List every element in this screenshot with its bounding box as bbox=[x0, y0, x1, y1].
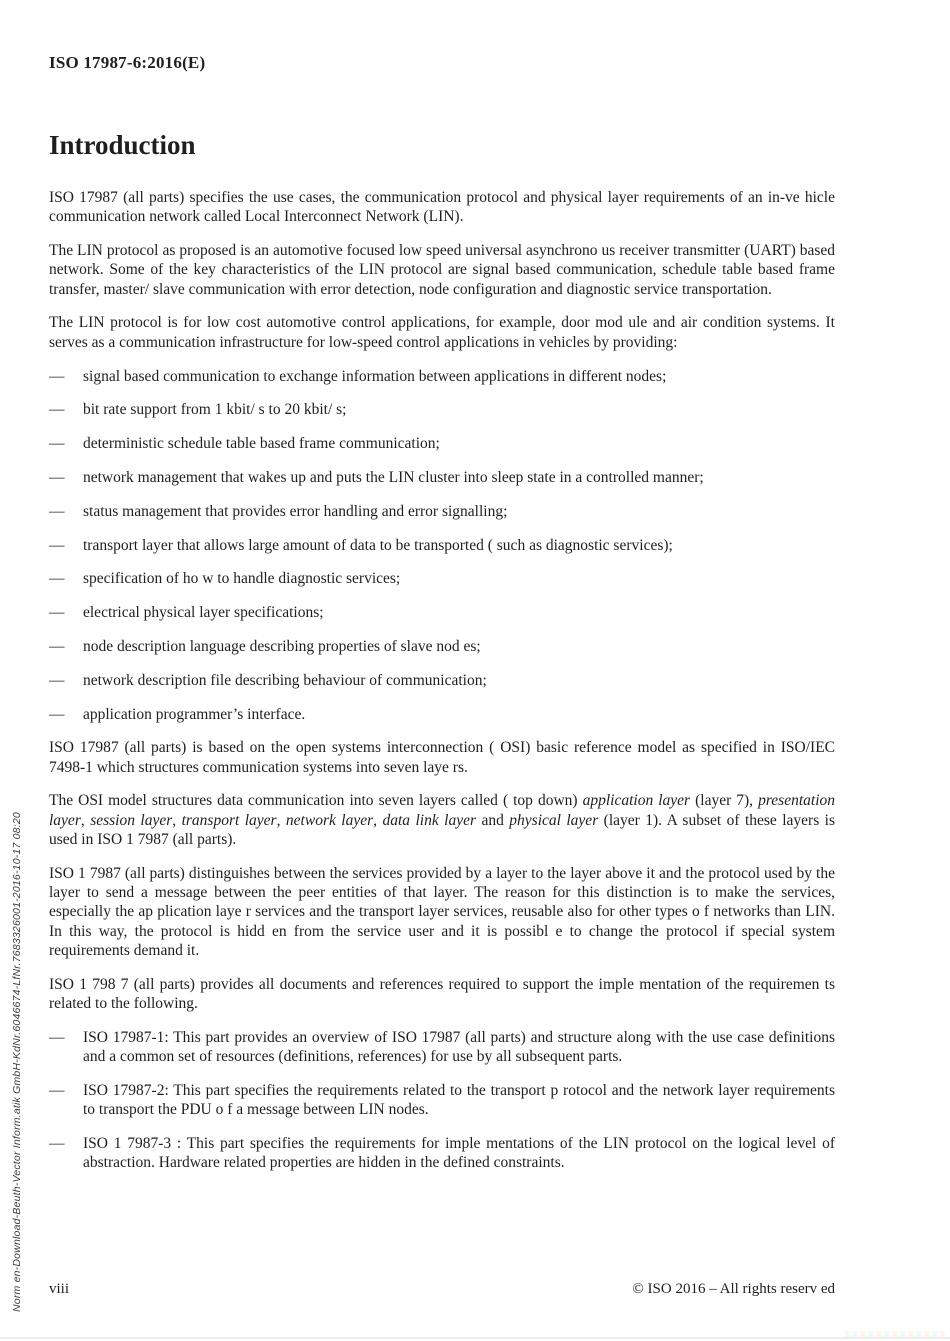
italic-text-run: application layer bbox=[582, 792, 691, 810]
text-run: (layer 7), bbox=[690, 792, 759, 810]
dash-bullet: — bbox=[49, 637, 65, 655]
dash-item-text: transport layer that allows large amount of data to be transported ( such as diagnostic services); bbox=[83, 536, 673, 554]
dash-item-text: network description file describing behaviour of communication; bbox=[83, 671, 487, 689]
dash-list-item bbox=[49, 502, 835, 521]
page-number: viii bbox=[49, 1281, 70, 1297]
dash-item-text: bit rate support from 1 kbit/ s to 20 kbit/ s; bbox=[83, 401, 347, 419]
dash-item-text: ISO 17987-1: This part provides an overview of ISO 17987 (all parts) and structure along with the use case definitions and a common set of resources (definitions, references) for use by all subsequent parts. bbox=[83, 1028, 835, 1066]
copyright-notice: © ISO 2016 – All rights reserv ed bbox=[632, 1281, 835, 1297]
text-run: , bbox=[172, 811, 182, 829]
dash-bullet: — bbox=[49, 705, 65, 723]
text-run: ISO 1 7987 (all parts) distinguishes between the services provided by a layer to the layer above it and the protocol used by the layer to send a message between the peer entities of that layer. The reason for this distinction is to make the services, especially the ap plication laye r services and the transport layer services, reusable also for other types o f networks than LIN. In this way, the protocol is hidd en from the service user and it is possibl e to change the protocol if special system requirements demand it. bbox=[49, 864, 835, 960]
dash-bullet: — bbox=[49, 1082, 65, 1099]
dash-list-item bbox=[49, 569, 835, 588]
text-run: ISO 17987 (all parts) is based on the open systems interconnection ( OSI) basic reference model as specified in ISO/IEC 7498-1 which structures communication systems into seven laye rs. bbox=[49, 739, 835, 776]
dash-bullet: — bbox=[49, 1135, 65, 1153]
dash-bullet: — bbox=[49, 671, 65, 689]
dash-list-item bbox=[49, 468, 835, 487]
dash-item-text: status management that provides error handling and error signalling; bbox=[83, 502, 508, 520]
dash-bullet: — bbox=[49, 502, 65, 520]
dash-bullet: — bbox=[49, 367, 65, 385]
paragraph bbox=[49, 188, 835, 227]
paragraph bbox=[49, 791, 835, 849]
text-run: The LIN protocol is for low cost automotive control applications, for example, door mod ule and air condition systems. It serves as a communication infrastructure for low-speed control applications in vehicles by providing: bbox=[49, 314, 835, 351]
paragraph bbox=[49, 864, 835, 960]
dash-bullet: — bbox=[49, 401, 65, 419]
paragraph bbox=[49, 313, 835, 352]
text-run: and bbox=[476, 811, 510, 829]
text-run: , bbox=[373, 811, 383, 829]
dash-bullet: — bbox=[49, 570, 65, 588]
dash-item-text: application programmer’s interface. bbox=[83, 705, 306, 723]
dash-list-item bbox=[49, 1028, 835, 1067]
text-run: , bbox=[80, 811, 91, 829]
paragraph bbox=[49, 738, 835, 777]
italic-text-run: transport layer bbox=[181, 811, 277, 829]
dash-list-item bbox=[49, 637, 835, 656]
page-title: Introduction bbox=[49, 130, 196, 160]
dash-list-item bbox=[49, 603, 835, 622]
dash-list-item bbox=[49, 705, 835, 724]
dash-list-item bbox=[49, 1134, 835, 1173]
dash-item-text: specification of ho w to handle diagnostic services; bbox=[83, 570, 401, 588]
dash-item-text: signal based communication to exchange information between applications in different nodes; bbox=[83, 367, 667, 385]
dash-list-item bbox=[49, 1081, 835, 1120]
dash-bullet: — bbox=[49, 435, 65, 453]
dash-item-text: ISO 17987-2: This part specifies the requirements related to the transport p rotocol and the network layer requirements to transport the PDU o f a message between LIN nodes. bbox=[83, 1082, 835, 1119]
text-run: The LIN protocol as proposed is an automotive focused low speed universal asynchrono us receiver transmitter (UART) based network. Some of the key characteristics of the LIN protocol are signal based communication, schedule table based frame transfer, master/ slave communication with error detection, node configuration and diagnostic service transportation. bbox=[49, 242, 835, 298]
dash-list-item bbox=[49, 367, 835, 386]
dash-item-text: node description language describing properties of slave nod es; bbox=[83, 637, 481, 655]
text-run: ISO 1 798 7 (all parts) provides all documents and references required to support the imple mentation of the requiremen ts related to the following. bbox=[49, 975, 835, 1013]
dash-list-item bbox=[49, 434, 835, 453]
dash-item-text: network management that wakes up and puts the LIN cluster into sleep state in a controlled manner; bbox=[83, 468, 704, 486]
text-run: The OSI model structures data communication into seven layers called ( top down) bbox=[49, 792, 583, 810]
italic-text-run: network layer bbox=[285, 811, 374, 829]
dash-item-text: electrical physical layer specifications; bbox=[83, 604, 324, 622]
dash-bullet: — bbox=[49, 468, 65, 486]
italic-text-run: data link layer bbox=[382, 811, 477, 829]
italic-text-run: physical layer bbox=[509, 811, 599, 829]
license-watermark-vertical-text: Norm en-Download-Beuth-Vector Inform.atik GmbH-KdNr.6046674-LfNr.7683326001-2016-10-17 08:20 bbox=[11, 812, 23, 1312]
dash-item-text: ISO 1 7987-3 : This part specifies the requirements for imple mentations of the LIN protocol on the logical level of abstraction. Hardware related properties are hidden in the defined constraints. bbox=[83, 1135, 835, 1172]
text-run: , bbox=[276, 811, 286, 829]
dash-list-item bbox=[49, 400, 835, 419]
document-body bbox=[49, 130, 835, 1187]
dash-bullet: — bbox=[49, 536, 65, 554]
italic-text-run: session layer bbox=[90, 811, 173, 829]
paragraph bbox=[49, 241, 835, 299]
dash-list-item bbox=[49, 536, 835, 555]
dash-bullet: — bbox=[49, 1028, 65, 1046]
dash-bullet: — bbox=[49, 604, 65, 622]
dash-list-item bbox=[49, 671, 835, 690]
dash-item-text: deterministic schedule table based frame communication; bbox=[83, 435, 440, 453]
text-run: (layer 1). A subset of these layers is used in ISO 1 7987 (all parts). bbox=[49, 811, 836, 849]
italic-text-run: presentation layer bbox=[49, 792, 835, 829]
document-standard-number: ISO 17987-6:2016(E) bbox=[49, 53, 206, 72]
paragraph bbox=[49, 975, 835, 1014]
text-run: ISO 17987 (all parts) specifies the use cases, the communication protocol and physical layer requirements of an in-ve hicle communication network called Local Interconnect Network (LIN). bbox=[49, 189, 835, 226]
page-bottom-divider bbox=[0, 1337, 950, 1339]
